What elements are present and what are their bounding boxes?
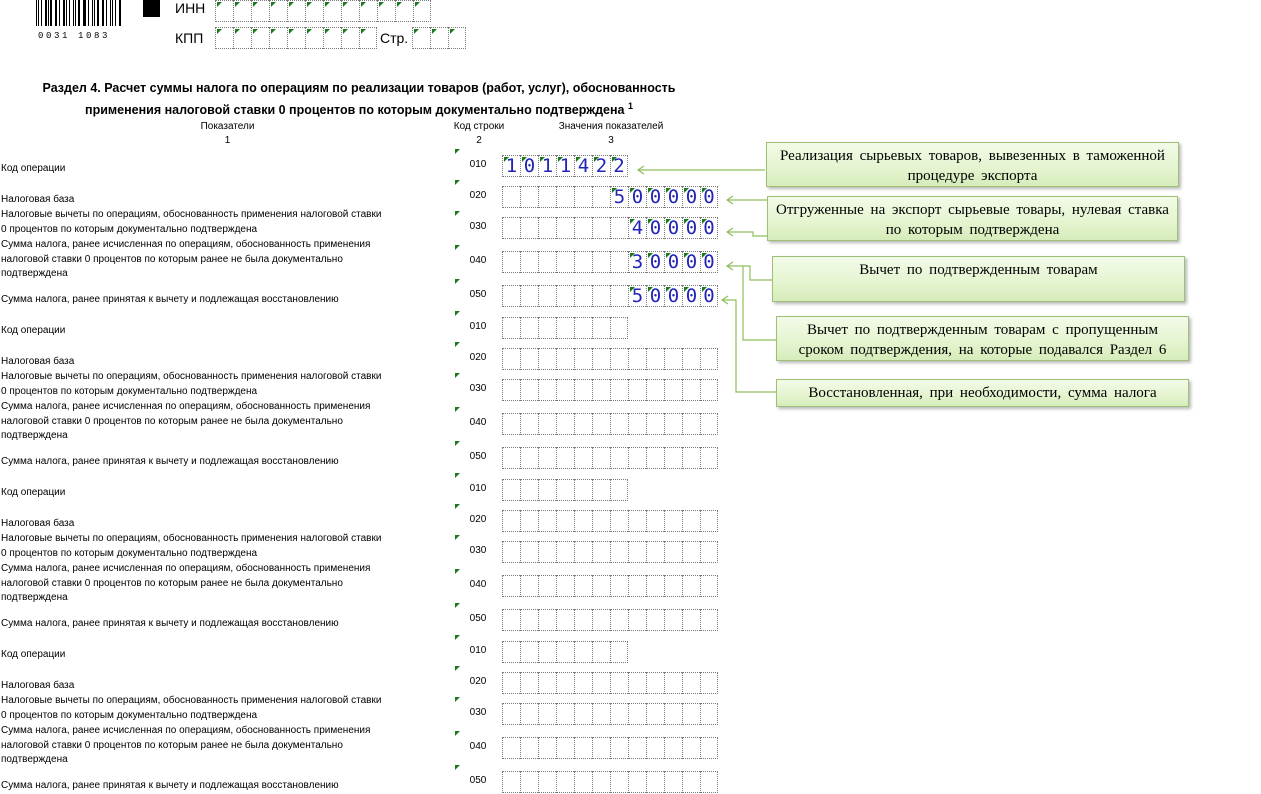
column-header-indicators-number: 1 (224, 135, 231, 146)
value-cell-op_code[interactable]: 2 (592, 155, 610, 177)
row-label-deductions: Налоговые вычеты по операциям, обоснованность применения налоговой ставки 0 процентов по которым документально подтверждена (1, 371, 382, 397)
value-cell-deductions[interactable]: 4 (628, 217, 646, 239)
value-cell-calculated[interactable]: 0 (700, 251, 718, 273)
row-label-tax_base: Налоговая база (1, 518, 75, 529)
callout-zero-rate-confirmed: Отгруженные на экспорт сырьевые товары, нулевая ставка по которым подтверждена (767, 196, 1178, 241)
line-code-010: 010 (469, 159, 487, 170)
row-label-calculated: Сумма налога, ранее исчисленная по операциям, обоснованность применения налоговой ставки 0 процентов по которым ранее не была документально подтверждена (1, 401, 371, 441)
column-header-values-label: Значения показателей (558, 121, 664, 132)
value-cell-tax_base[interactable]: 0 (646, 186, 664, 208)
kpp-label: КПП (175, 30, 204, 46)
value-cell-calculated[interactable]: 3 (628, 251, 646, 273)
line-code-050: 050 (469, 613, 487, 624)
line-code-040: 040 (469, 579, 487, 590)
line-code-050: 050 (469, 451, 487, 462)
line-code-050: 050 (469, 289, 487, 300)
value-cell-tax_base[interactable]: 0 (628, 186, 646, 208)
value-cell-deductions[interactable]: 0 (646, 217, 664, 239)
section-title-line-1: Раздел 4. Расчет суммы налога по операциям по реализации товаров (работ, услуг), обоснованность (42, 81, 676, 95)
row-label-op_code: Код операции (1, 325, 66, 336)
line-code-050: 050 (469, 775, 487, 786)
column-header-values-number: 3 (608, 135, 614, 146)
value-cell-calculated[interactable]: 0 (646, 251, 664, 273)
row-label-restored: Сумма налога, ранее принятая к вычету и подлежащая восстановлению (1, 294, 339, 305)
inn-label: ИНН (175, 0, 206, 16)
line-code-010: 010 (469, 321, 487, 332)
row-label-calculated: Сумма налога, ранее исчисленная по операциям, обоснованность применения налоговой ставки 0 процентов по которым ранее не была документально подтверждена (1, 725, 371, 765)
row-label-deductions: Налоговые вычеты по операциям, обоснованность применения налоговой ставки 0 процентов по которым документально подтверждена (1, 209, 382, 235)
row-label-restored: Сумма налога, ранее принятая к вычету и подлежащая восстановлению (1, 780, 339, 791)
line-code-020: 020 (469, 514, 487, 525)
row-label-calculated: Сумма налога, ранее исчисленная по операциям, обоснованность применения налоговой ставки 0 процентов по которым ранее не была документально подтверждена (1, 563, 371, 603)
value-cell-op_code[interactable]: 1 (502, 155, 520, 177)
line-code-020: 020 (469, 190, 487, 201)
barcode-number: 0031 1083 (38, 31, 111, 41)
column-header-indicators-label: Показатели (200, 121, 255, 132)
line-code-040: 040 (469, 417, 487, 428)
value-cell-tax_base[interactable]: 5 (610, 186, 628, 208)
value-cell-restored[interactable]: 5 (628, 285, 646, 307)
line-code-010: 010 (469, 483, 487, 494)
row-label-deductions: Налоговые вычеты по операциям, обоснованность применения налоговой ставки 0 процентов по которым документально подтверждена (1, 695, 382, 721)
line-code-020: 020 (469, 352, 487, 363)
line-code-030: 030 (469, 221, 487, 232)
value-cell-tax_base[interactable]: 0 (682, 186, 700, 208)
value-cell-op_code[interactable]: 2 (610, 155, 628, 177)
value-cell-deductions[interactable]: 0 (700, 217, 718, 239)
value-cell-op_code[interactable]: 4 (574, 155, 592, 177)
value-cell-deductions[interactable]: 0 (664, 217, 682, 239)
row-label-tax_base: Налоговая база (1, 680, 75, 691)
value-cell-op_code[interactable]: 0 (520, 155, 538, 177)
row-label-calculated: Сумма налога, ранее исчисленная по операциям, обоснованность применения налоговой ставки 0 процентов по которым ранее не была документально подтверждена (1, 239, 371, 279)
value-cell-op_code[interactable]: 1 (538, 155, 556, 177)
line-code-030: 030 (469, 707, 487, 718)
row-label-tax_base: Налоговая база (1, 356, 75, 367)
row-label-tax_base: Налоговая база (1, 194, 75, 205)
section-title-line-2: применения налоговой ставки 0 процентов по которым документально подтверждена (85, 103, 625, 118)
callout-deduction-missed-deadline: Вычет по подтвержденным товарам с пропущенным сроком подтверждения, на которые подавался Раздел 6 (776, 316, 1189, 361)
line-code-030: 030 (469, 545, 487, 556)
value-cell-tax_base[interactable]: 0 (664, 186, 682, 208)
callout-restored-tax: Восстановленная, при необходимости, сумма налога (776, 379, 1189, 407)
column-header-line-code-label: Код строки (453, 121, 505, 132)
row-label-deductions: Налоговые вычеты по операциям, обоснованность применения налоговой ставки 0 процентов по которым документально подтверждена (1, 533, 382, 559)
row-label-op_code: Код операции (1, 163, 66, 174)
value-cell-restored[interactable]: 0 (646, 285, 664, 307)
page-label: Стр. (380, 30, 409, 46)
callout-export-sales: Реализация сырьевых товаров, вывезенных в таможенной процедуре экспорта (766, 142, 1179, 187)
value-cell-calculated[interactable]: 0 (664, 251, 682, 273)
row-label-op_code: Код операции (1, 487, 66, 498)
value-cell-deductions[interactable]: 0 (682, 217, 700, 239)
value-cell-restored[interactable]: 0 (664, 285, 682, 307)
leader-line-4 (727, 266, 772, 280)
value-cell-tax_base[interactable]: 0 (700, 186, 718, 208)
line-code-040: 040 (469, 255, 487, 266)
value-cell-restored[interactable]: 0 (682, 285, 700, 307)
line-code-020: 020 (469, 676, 487, 687)
line-code-040: 040 (469, 741, 487, 752)
line-code-030: 030 (469, 383, 487, 394)
value-cell-op_code[interactable]: 1 (556, 155, 574, 177)
line-code-010: 010 (469, 645, 487, 656)
callout-deduction-confirmed: Вычет по подтвержденным товарам (772, 256, 1185, 302)
row-label-restored: Сумма налога, ранее принятая к вычету и подлежащая восстановлению (1, 618, 339, 629)
value-cell-calculated[interactable]: 0 (682, 251, 700, 273)
leader-line-6 (722, 300, 776, 392)
value-cell-restored[interactable]: 0 (700, 285, 718, 307)
row-label-op_code: Код операции (1, 649, 66, 660)
row-label-restored: Сумма налога, ранее принятая к вычету и подлежащая восстановлению (1, 456, 339, 467)
footnote-marker: 1 (627, 101, 633, 111)
column-header-line-code-number: 2 (476, 135, 482, 146)
